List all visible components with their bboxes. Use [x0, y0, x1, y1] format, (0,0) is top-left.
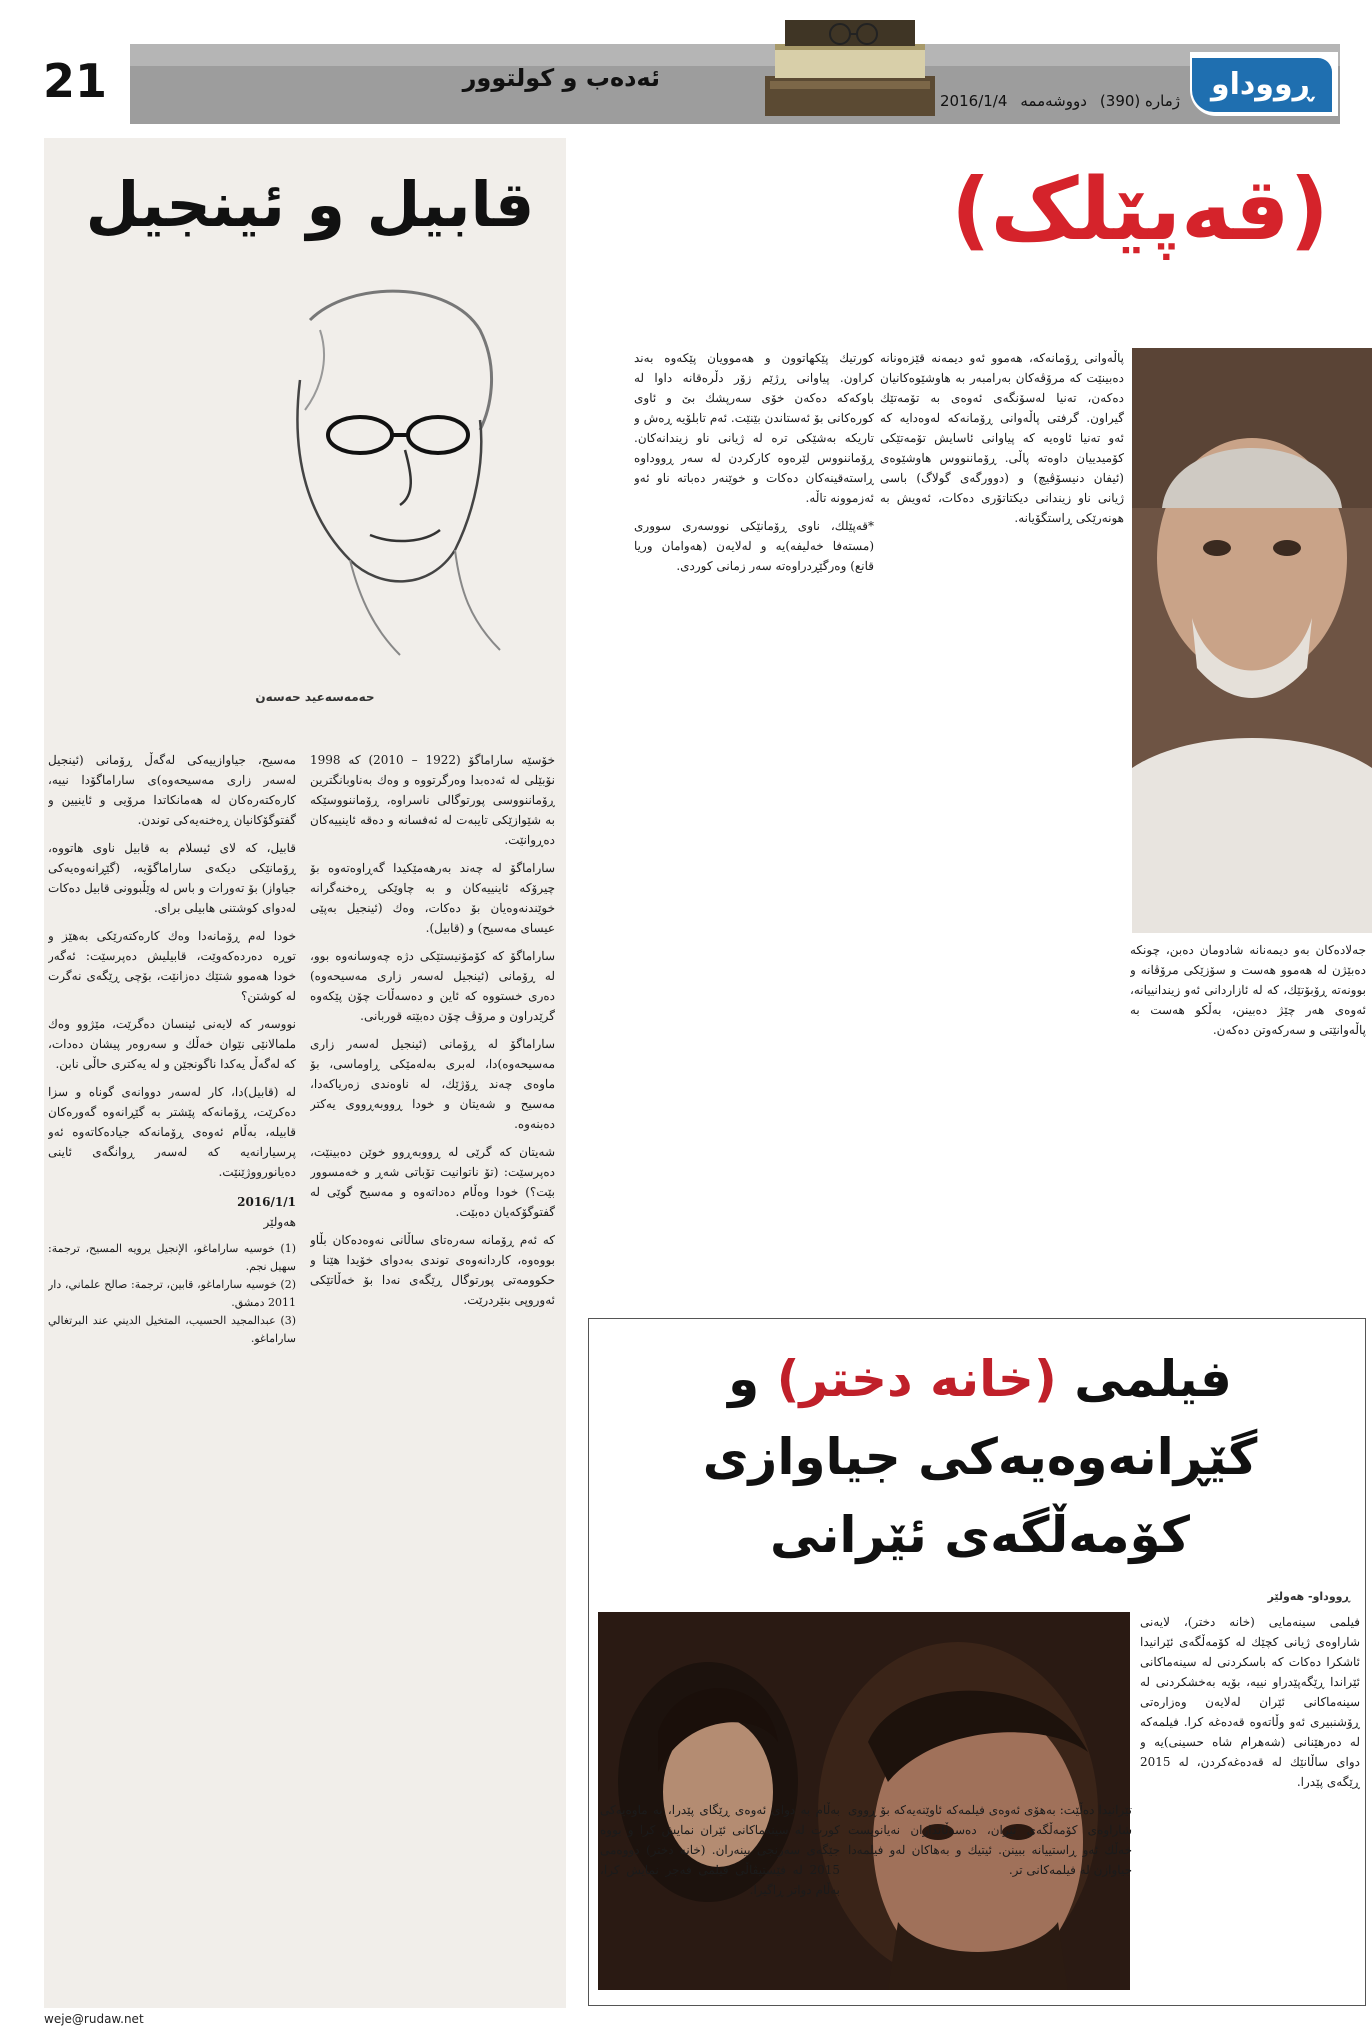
film-byline: ڕووداو- هەولێر [1267, 1590, 1350, 1603]
paragraph: خودا لەم ڕۆمانەدا وەك كارەكتەرێكی بەهێز و توڕە دەردەكەوێت، قابیلیش دەپرسێت: ئەگەر خودا هەموو شتێك دەزانێت، بۆچی ڕێگەی نەگرت لە كوشتن؟ [48, 929, 296, 1003]
books-glasses-illustration [745, 6, 955, 121]
film-article-title [600, 1340, 1360, 1582]
issue-weekday: دووشەممە [1020, 92, 1087, 110]
footnote: (1) خوسیه ساراماغو، الإنجیل یرویه المسیح، ترجمة: سهیل نجم. [48, 1242, 296, 1273]
article-date: 2016/1/1 [237, 1195, 296, 1209]
issue-info [940, 86, 1180, 116]
right-article-column-1 [1130, 940, 1366, 1300]
paragraph: نووسەر كە لایەنی ئینسان دەگرێت، مێژوو وەك ملمالانێی نێوان خەڵك و سەروەر پیشان دەدات، كە لەگەڵ یەكدا ناگونجێن و لە یەكتری حاڵی نابن. [48, 1017, 296, 1071]
rudaw-logo: ڕووداو [1192, 58, 1332, 112]
right-article-column-2 [880, 348, 1124, 1318]
film-article-column-2 [848, 1800, 1132, 2000]
page-number: 21 [42, 54, 107, 108]
issue-number: ژمارە (390) [1099, 92, 1180, 110]
paragraph: كە ئەم ڕۆمانە سەرەتای ساڵانی نەوەدەكان بڵاو بووەوە، كاردانەوەی توندی بەدوای خۆیدا هێنا و حكوومەتی پورتوگال ڕێگەی نەدا بۆ خەڵاتێكی ئەوروپی بنێردرێت. [310, 1233, 555, 1307]
book-note: *قەپێلك، ناوی ڕۆمانێكی نووسەری سووری (مستەفا خەلیفە)یە و لەلایەن (هەوامان وریا قانع) وەرگێڕدراوەتە سەر زمانی كوردی. [634, 519, 874, 573]
film-title-highlight: (خانە دختر) [776, 1350, 1057, 1408]
paragraph: كورتيك پێكهاتوون و هەموویان پێكەوە بەند كراون. پیاوانی ڕژێم زۆر دڵرەقانە داوا لە باوكەكە دەكەن خۆی سەرپشك بێ و ئاوی كورەكانی بۆ ئەستاندن بێنێت. ئەم تابلۆیە ڕەش و تاریكە بەشێكی ترە لە ژیانی ناو زیندانەكان. ڕۆماننووس لێرەوە كاركردن لە سەر ڕووداوە ڕاستەقینەكان دەكات و خوێنەر دەباتە ناو ئەو ئەزموونە تاڵە. [634, 351, 874, 505]
author-name: حەمەسەعید حەسەن [255, 690, 375, 704]
section-title: ئەدەب و كولتوور [462, 64, 660, 92]
paragraph: تێرانیدا دەڵێت: بەهۆی ئەوەی فیلمەكە ئاوێنەیەكە بۆ ڕووی شاراوەی كۆمەڵگەی ئێران، دەسەڵاتداران نەیانویست خەڵك ئەو ڕاستییانە ببینن. ئیتیك و بەهاكان لەو فیلمەدا جیاوازن لە فیلمەكانی تر. [848, 1803, 1132, 1877]
paragraph: خۆسێه ساراماگۆ (1922 – 2010) كە 1998 نۆبێلی لە ئەدەبدا وەرگرتووە و وەك بەناوبانگترین ڕۆماننووسی پورتوگالی ناسراوە، ڕۆماننووسێكە بە شێوازێكی تایبەت لە ئەفسانە و دەقە ئاینییەكان دەڕوانێت. [310, 753, 555, 847]
paragraph: پاڵەوانی ڕۆمانەكە، هەموو ئەو دیمەنە قێزەونانە دەبینێت كە مرۆڤەكان بەرامبەر بە هاوشێوەكانیان دەكەن، تەنیا لەسۆنگەی ئەوەی بە تۆمەتێك گیراون. گرفتی پاڵەوانی ڕۆمانەكە لەوەدایە كە ئەو تەنیا ئاوەیە كە پیاوانی ئاسایش تۆمەتێكی كۆمیدییان داوەتە پاڵی. ڕۆماننووس هاوشێوەی (ئیفان دنیسۆڤیچ) و (دوورگەی گولاگ) باسی ژیانی ناو زیندانی دیكتاتۆری دەكات، ئەویش بە هونەرێكی ڕاستگۆیانە. [880, 351, 1124, 525]
man-portrait-photo [1132, 348, 1372, 933]
footnote: (2) خوسیه ساراماغو، قابین، ترجمة: صالح علماني، دار 2011 دمشق. [48, 1278, 296, 1309]
paragraph: فیلمی سینەمایی (خانە دختر)، لایەنی شاراوەی ژیانی كچێك لە كۆمەڵگەی ئێرانیدا ئاشكرا دەكات كە باسكردنی لە سینەماکانی ئێراندا ڕێگەپێدراو نییە، بۆیە بەخشكردنی لە سینەماكانی ئێران لەلایەن وەزارەتی ڕۆشنبیری ئەو وڵاتەوە قەدەغە كرا. فیلمەكە لە دەرهێنانی (شەهرام شاه حسینی)یە و دوای ساڵانێك لە قەدەغەكردن، لە 2015 ڕێگەی پێدرا. [1140, 1615, 1360, 1789]
paragraph: بەڵام بە دوای ئەوەی ڕێگای پێدرا، بە ماوەیەكی كورت لە سینەماكانی ئێران نمایش كرا و بووە جێگەی سەرنجی بینەران. (خانە دختر) دووەمی 2015 لە فێستیڤاڵی فیلمی فەجر نمایش كرا، بەڵام دواتر ڕاگیرا. [600, 1803, 840, 1897]
author-portrait-sketch [200, 260, 530, 660]
film-title-line-1: فیلمی (خانە دختر) و [728, 1350, 1232, 1408]
film-article-column-3 [600, 1800, 840, 2000]
paragraph: جەلادەكان بەو دیمەنانە شادومان دەبن، چونكە دەبێژن لە هەموو هەست و سۆزێكی مرۆڤانە و بوونەتە ڕۆبۆتێك، كە لە ئازاردانی ئەو زیندانییانە، ئەوەی هەر چێژ دەبینن، بەڵكو هەست بە پاڵەوانێتی و سەركەوتن دەكەن. [1130, 943, 1366, 1037]
right-article-title: (قەپێلک) [951, 160, 1329, 260]
footer-email[interactable]: weje@rudaw.net [44, 2012, 144, 2026]
article-place: هەولێر [263, 1215, 296, 1229]
issue-date: 2016/1/4 [940, 92, 1008, 110]
paragraph: شەیتان كە گرێی لە ڕووبەڕوو خوێن دەبینێت، دەپرسێت: (تۆ ناتوانیت تۆباتی شەڕ و خەمسوور بێت؟) خودا وەڵام دەداتەوە و مەسیح گوێی لە گفتوگۆكەیان دەبێت. [310, 1145, 555, 1219]
left-article-title: قابیل و ئینجیل [85, 168, 535, 241]
paragraph: مەسیح، جیاوازییەكی لەگەڵ ڕۆمانی (ئینجیل لەسەر زاری مەسیحەوە)ی ساراماگۆدا نییە، كارەكتەرەكان لە هەمانكاتدا مرۆیی و ئاینیین و گفتوگۆكانیان ڕەخنەیەكی توندن. [48, 753, 296, 827]
left-article-column-1 [310, 750, 555, 2000]
paragraph: لە (قابیل)دا، كار لەسەر دووانەی گوناه و سزا دەكرێت، ڕۆمانەكە پێشتر بە گێڕانەوە گەورەكان قابیلە، بەڵام ئەوەی ڕۆمانەكە جیادەكاتەوە ئەو پرسیارانەیە كە لەسەر ڕوانگەی ئاینی دەیانورووژێنێت. [48, 1085, 296, 1179]
paragraph: ساراماگۆ لە چەند بەرهەمێكیدا گەڕاوەتەوە بۆ چیرۆكە ئاینییەكان و بە چاوێكی ڕەخنەگرانە خوێندنەوەیان بۆ دەكات، وەك (ئینجیل بەپێی عیسای مەسیح) و (قابیل). [310, 861, 555, 935]
film-article-column-1 [1140, 1612, 1360, 2000]
footnote: (3) عبدالمجید الحسیب، المتخیل الدیني عند البرتغالي ساراماغو. [48, 1314, 296, 1345]
film-title-line-3: كۆمەڵگەی ئێرانی [770, 1506, 1190, 1564]
film-title-line-2: گێڕانەوەیەكی جیاوازی [702, 1428, 1258, 1486]
paragraph: قابیل، كە لای ئیسلام بە قابیل ناوی هاتووە، ڕۆمانێكی دیكەی ساراماگۆیە، (گێڕانەوەیەكی جیاواز) بۆ تەورات و باس لە وێڵبوونی قابیل دەكات لەدوای كوشتنی هابیلی برای. [48, 841, 296, 915]
paragraph: ساراماگۆ كە كۆمۆنیستێكی دژە چەوسانەوە بوو، لە ڕۆمانی (ئینجیل لەسەر زاری مەسیحەوە) دەری خستووە كە ئاین و دەسەڵات چۆن پێكەوە گرێدراون و مرۆڤ چۆن دەبێتە قوربانی. [310, 949, 555, 1023]
left-article-column-2 [48, 750, 296, 2000]
right-article-column-3 [634, 348, 874, 1368]
paragraph: ساراماگۆ لە ڕۆمانی (ئینجیل لەسەر زاری مەسیحەوە)دا، لەبری بەلەمێكی ڕاوماسی، بۆ ماوەی چەند ڕۆژێك، لە ناوەندی زەریاكەدا، مەسیح و شەیتان و خودا ڕووبەڕووی یەكتر دەبنەوە. [310, 1037, 555, 1131]
